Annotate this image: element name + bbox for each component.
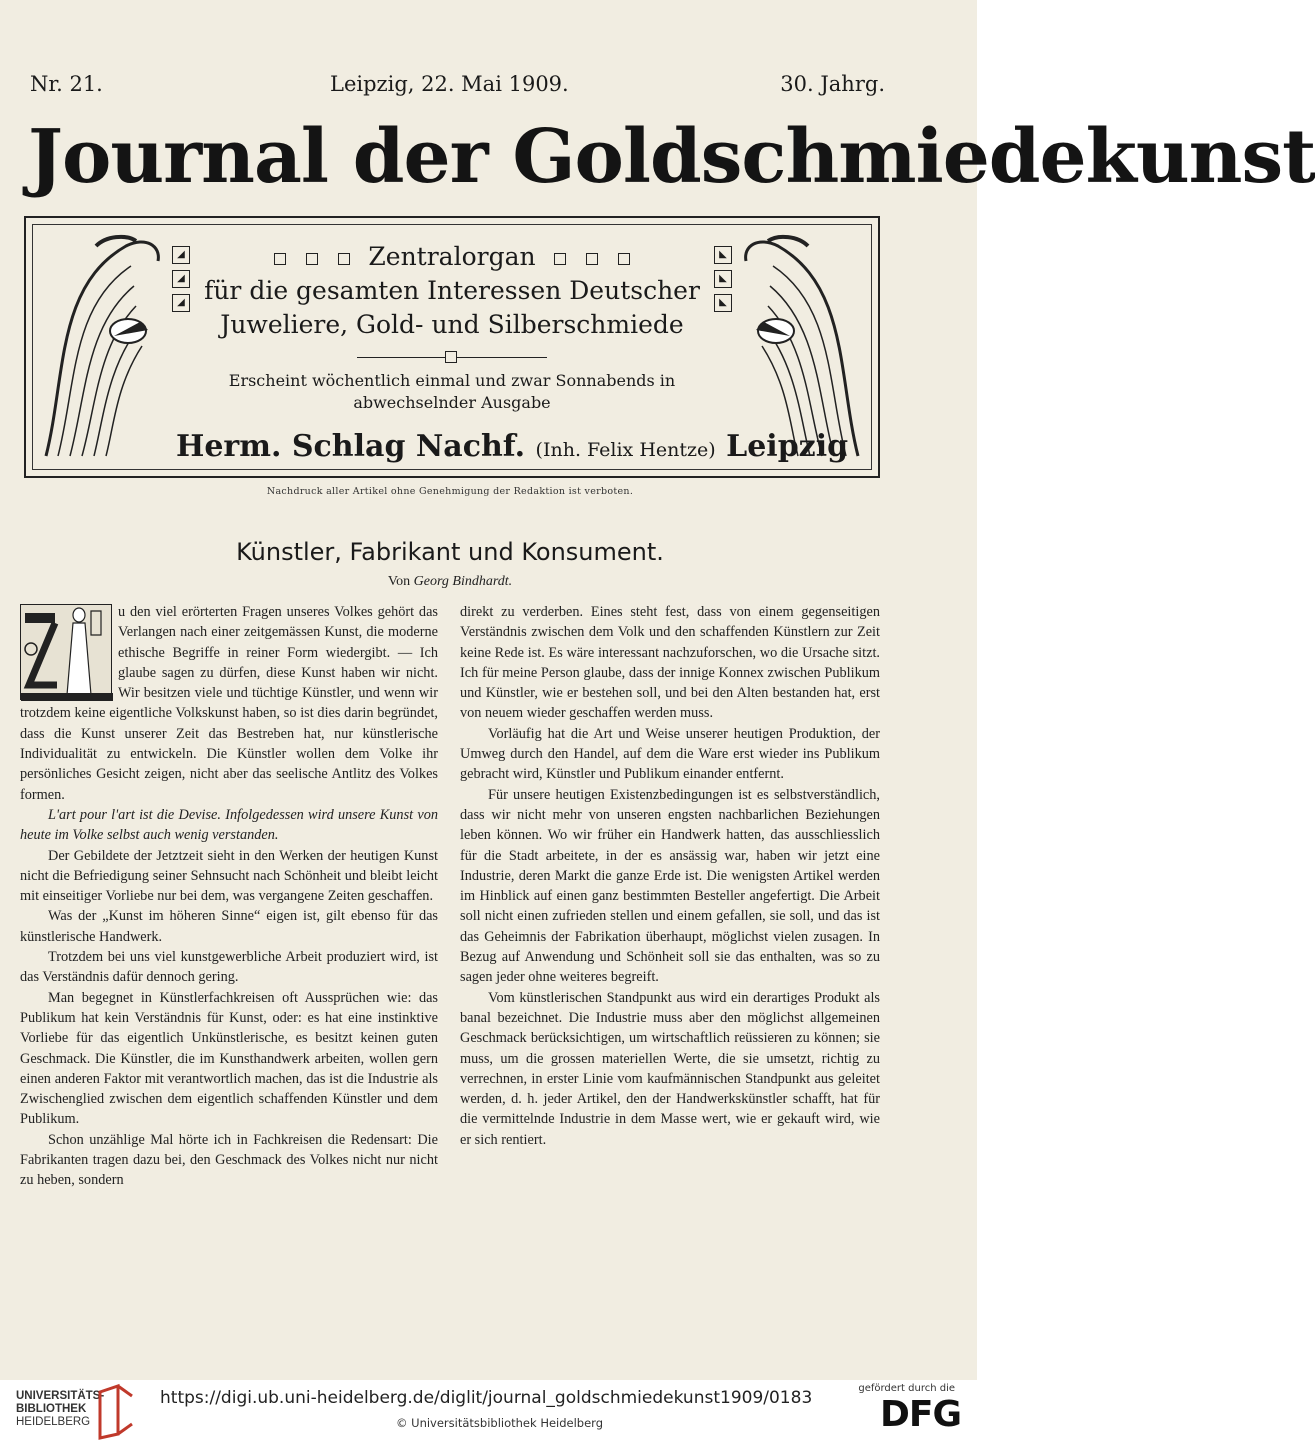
paragraph: Vom künstlerischen Standpunkt aus wird ein derartiges Produkt als banal bezeichnet. Die Industrie muss aber den möglichst allgemeinen Geschmack berücksichtigen, um wirtschaftlich reüssieren zu können; sie muss, um die grossen materiellen Werte, die sie umsetzt, richtig zu verrechnen, in erster Linie vom kaufmännischen Standpunkt aus geleitet werden, d. h. jeder Artikel, den der Handwerkskünstler schafft, hat für die vermittelnde Industrie in dem Masse wert, wie er gekauft wird, wie er sich rentiert. bbox=[460, 989, 880, 1148]
ornament-squares-left: ◢ ◢ ◢ bbox=[172, 246, 190, 318]
publication-schedule: Erscheint wöchentlich einmal und zwar Sonnabends in abwechselnder Ausgabe bbox=[228, 371, 676, 412]
library-name: UNIVERSITÄTS- BIBLIOTHEK HEIDELBERG bbox=[16, 1390, 105, 1428]
paragraph: L'art pour l'art ist die Devise. Infolgedessen wird unsere Kunst von heute im Volke selbst auch wenig verstanden. bbox=[20, 806, 438, 844]
copyright-notice: © Universitätsbibliothek Heidelberg bbox=[396, 1416, 604, 1430]
paragraph: Schon unzählige Mal hörte ich in Fachkreisen die Redensart: Die Fabrikanten tragen dazu bei, den Geschmack des Volkes nicht nur nicht zu heben, sondern bbox=[20, 1131, 438, 1189]
permalink-url[interactable]: https://digi.ub.uni-heidelberg.de/diglit/journal_goldschmiedekunst1909/0183 bbox=[160, 1388, 813, 1408]
journal-masthead: Journal der Goldschmiedekunst bbox=[28, 114, 1315, 200]
viewer-footer bbox=[0, 1380, 977, 1444]
zentralorgan-line bbox=[176, 240, 728, 274]
author-name: Georg Bindhardt. bbox=[413, 574, 513, 589]
publisher-name: Herm. Schlag Nachf. bbox=[176, 429, 526, 464]
paragraph: u den viel erörterten Fragen unseres Volkes gehört das Verlangen nach einer zeitgemässen Kunst, die moderne ethische Begriffe in reiner Form wiedergibt. — Ich glaube sagen zu dürfen, diese Kunst haben wir nicht. Wir besitzen viele und tüchtige Künstler, und wenn wir trotzdem keine eigentliche Volkskunst haben, so ist dies darin begründet, dass die Kunst unserer Zeit das Bestreben hat, nur künstlerische Individualität zu entwickeln. Die Künstler wollen dem Volke ihr persönliches Gesicht zeigen, nicht aber das seelische Antlitz des Volkes formen. bbox=[20, 604, 438, 803]
issue-header bbox=[30, 72, 885, 102]
dfg-logo: DFG bbox=[879, 1394, 961, 1435]
paragraph: Der Gebildete der Jetztzeit sieht in den Werken der heutigen Kunst nicht die Befriedigung seiner Sehnsucht nach Schönheit und bleibt leicht mit einseitiger Vorliebe nur bei dem, was vergangene Zeiten geschaffen. bbox=[20, 847, 438, 905]
banner-line3: Juweliere, Gold- und Silberschmiede bbox=[220, 310, 684, 339]
paragraph: direkt zu verderben. Eines steht fest, dass von einem gegenseitigen Verständnis zwischen dem Volk und den schaffenden Künstlern zur Zeit keine Rede ist. Es wäre interessant nachzuforschen, wo die Ursache sitzt. Ich für meine Person glaube, dass der innige Konnex zwischen Publikum und Künstler, wie er bestehen soll, und bei den Alten bestanden hat, erst von neuem wieder geschaffen werden muss. bbox=[460, 604, 880, 722]
paragraph: Was der „Kunst im höheren Sinne“ eigen ist, gilt ebenso für das künstlerische Handwerk. bbox=[20, 908, 438, 945]
funding-note: gefördert durch die bbox=[858, 1383, 955, 1394]
publisher-line bbox=[176, 424, 849, 473]
paragraph: Vorläufig hat die Art und Weise unserer heutigen Produktion, der Umweg durch den Handel, auf dem die Ware erst wieder ins Publikum gebracht wird, Künstler und Publikum einander entfernt. bbox=[460, 725, 880, 783]
volume-year: 30. Jahrg. bbox=[780, 72, 885, 96]
journal-banner bbox=[24, 216, 880, 478]
reprint-notice: Nachdruck aller Artikel ohne Genehmigung der Redaktion ist verboten. bbox=[266, 486, 634, 497]
article-author: Von Georg Bindhardt. bbox=[387, 574, 513, 589]
publisher-owner: (Inh. Felix Hentze) bbox=[535, 439, 716, 461]
paragraph: Trotzdem bei uns viel kunstgewerbliche Arbeit produziert wird, ist das Verständnis dafür dennoch gering. bbox=[20, 949, 438, 986]
issue-date: Leipzig, 22. Mai 1909. bbox=[330, 72, 569, 96]
issue-number: Nr. 21. bbox=[30, 72, 103, 96]
banner-line1: Zentralorgan bbox=[368, 242, 536, 271]
banner-divider bbox=[357, 350, 547, 364]
article-column-right bbox=[460, 602, 880, 1150]
article-title: Künstler, Fabrikant und Konsument. bbox=[236, 538, 664, 566]
ornament-squares-right: ◣ ◣ ◣ bbox=[714, 246, 732, 318]
banner-line2: für die gesamten Interessen Deutscher bbox=[204, 276, 700, 305]
publisher-city: Leipzig bbox=[726, 429, 849, 464]
banner-text bbox=[176, 240, 849, 473]
paragraph: Man begegnet in Künstlerfachkreisen oft Aussprüchen wie: das Publikum hat kein Verständnis für Kunst, oder: es hat eine instinktive Vorliebe für das eigentlich Unkünstlerische, es besitzt keinen guten Geschmack. Die Künstler, die im Kunsthandwerk arbeiten, wollen gern einen anderen Faktor mit verantwortlich machen, das ist die Industrie als Zwischenglied zwischen dem eigentlich schaffenden Künstler und dem Publikum. bbox=[20, 989, 438, 1128]
art-nouveau-ornament-left bbox=[36, 226, 166, 468]
paragraph: Für unsere heutigen Existenzbedingungen ist es selbstverständlich, dass wir nicht mehr von unseren engsten nachbarlichen Beziehungen leben können. Wo wir früher ein Handwerk hatten, das ausschliesslich für die Stadt arbeitete, in der es ansässig war, haben wir jetzt eine Industrie, deren Markt die ganze Erde ist. Die wenigsten Artikel werden im Hinblick auf einen ganz bestimmten Besteller angefertigt. Die Arbeit soll nicht einen zufrieden stellen und einem gefallen, sie soll, und das ist das Geheimnis der Fabrikation überhaupt, möglichst vielen zusagen. In Bezug auf Anwendung und Schönheit soll sie das enthalten, was so zu sagen jeder ohne weiteres begreift. bbox=[460, 786, 880, 986]
article-column-left bbox=[20, 602, 438, 1191]
illustrated-initial-z bbox=[20, 604, 112, 700]
library-logo-icon bbox=[92, 1384, 136, 1440]
